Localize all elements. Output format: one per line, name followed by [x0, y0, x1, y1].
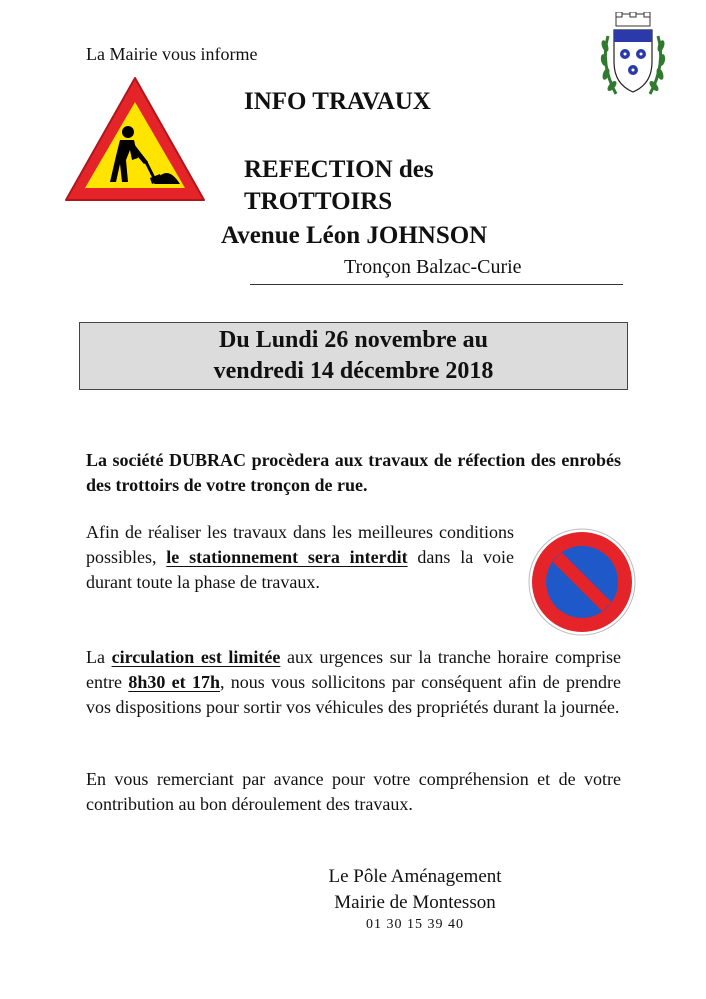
p3-hours: 8h30 et 17h [128, 672, 220, 692]
paragraph-thanks: En vous remerciant par avance pour votre compréhension et de votre contribution au bon déroulement des travaux. [86, 769, 621, 814]
p1-text-a: La [86, 450, 113, 470]
title-info-travaux: INFO TRAVAUX [244, 88, 431, 115]
subtitle-troncon: Tronçon Balzac-Curie [344, 256, 522, 278]
signature-mairie: Mairie de Montesson [334, 892, 496, 913]
p1-company: société DUBRAC [112, 450, 247, 470]
signature-phone: 01 30 15 39 40 [366, 917, 464, 932]
date-line-2: vendredi 14 décembre 2018 [213, 358, 494, 384]
date-line-1: Du Lundi 26 novembre au [219, 327, 488, 353]
p2-parking-forbidden: le stationnement sera interdit [166, 547, 408, 567]
signature-department: Le Pôle Aménagement [328, 866, 502, 887]
p3-text-c: aux urgences sur la tranche horaire comprise entre [86, 647, 622, 692]
p3-text-e: , nous vous sollicitons par conséquent afin de prendre vos dispositions pour sortir vos véhicules des propriétés durant la journée. [86, 672, 621, 717]
p1-text-c: procèdera aux travaux de réfection des enrobés des trottoirs de votre tronçon de rue. [86, 450, 622, 495]
title-trottoirs: TROTTOIRS [244, 188, 393, 215]
no-parking-sign-icon [527, 527, 637, 637]
p3-traffic-limited: circulation est limitée [111, 647, 281, 667]
intro-text: La Mairie vous informe [86, 44, 258, 64]
paragraph-parking [86, 520, 514, 595]
paragraph-contractor [86, 448, 621, 498]
paragraph-traffic [86, 645, 621, 720]
divider-line [250, 284, 623, 285]
p3-text-a: La [86, 647, 112, 667]
town-crest-icon [598, 12, 668, 104]
p2-text-a: Afin de réaliser les travaux dans les meilleures conditions possibles, [86, 522, 514, 567]
title-avenue: Avenue Léon JOHNSON [221, 222, 488, 249]
p2-text-c: dans la voie durant toute la phase de travaux. [86, 547, 514, 592]
date-range-box [79, 322, 628, 390]
road-works-sign-icon [62, 74, 208, 204]
title-refection: REFECTION des [244, 156, 434, 183]
